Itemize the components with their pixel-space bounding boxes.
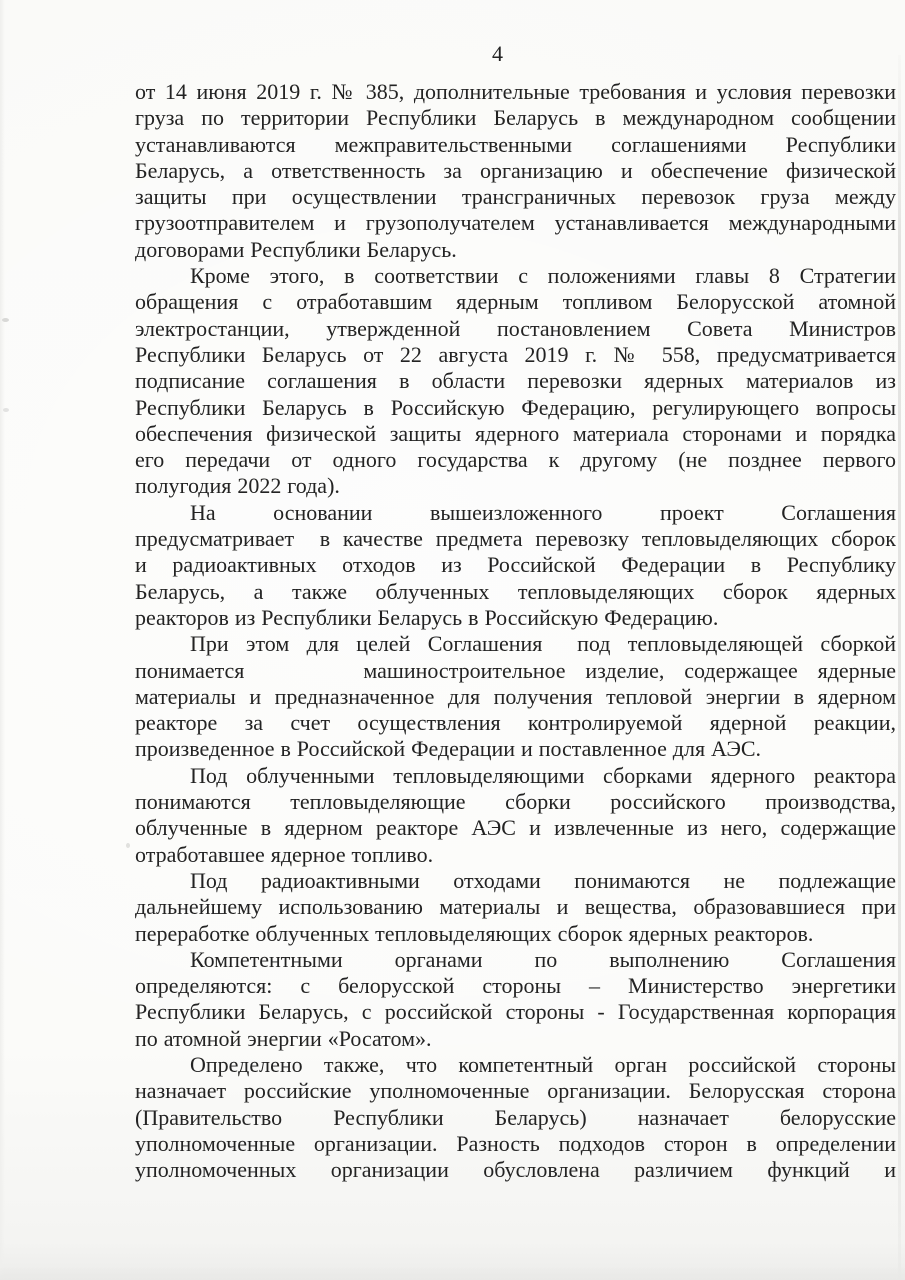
text-line: Республики Беларусь в Российскую Федерацию, регулирующего вопросы [135, 394, 896, 420]
paragraph [135, 631, 896, 762]
text-line: его передачи от одного государства к другому (не позднее первого [135, 447, 896, 473]
text-line: защиты при осуществлении трансграничных перевозок груза между [135, 184, 896, 210]
document-body [135, 79, 896, 1183]
text-line: Беларусь, а также облученных тепловыделяющих сборок ядерных [135, 578, 896, 604]
text-line: переработке облученных тепловыделяющих сборок ядерных реакторов. [135, 920, 814, 946]
text-line: от 14 июня 2019 г. № 385, дополнительные требования и условия перевозки [135, 79, 896, 104]
text-line: произведенное в Российской Федерации и поставленное для АЭС. [135, 736, 762, 762]
text-line: грузоотправителем и грузополучателем устанавливается международными [135, 210, 896, 236]
text-line: предусматривает в качестве предмета перевозку тепловыделяющих сборок [135, 526, 896, 552]
paragraph [135, 79, 896, 263]
text-line: облученные в ядерном реакторе АЭС и извлеченные из него, содержащие [135, 815, 896, 841]
paragraph [135, 947, 896, 1052]
text-line: определяются: с белорусской стороны – Министерство энергетики [135, 973, 896, 999]
text-line: (Правительство Республики Беларусь) назначает белорусские [135, 1104, 896, 1130]
paragraph [135, 500, 896, 631]
text-line: Беларусь, а ответственность за организацию и обеспечение физической [135, 157, 896, 183]
text-line: уполномоченных организации обусловлена различием функций и [135, 1157, 896, 1183]
text-line: обеспечения физической защиты ядерного материала сторонами и порядка [135, 420, 896, 446]
text-line: назначает российские уполномоченные организации. Белорусская сторона [135, 1078, 896, 1104]
paragraph [135, 263, 896, 500]
text-line: Республики Беларусь от 22 августа 2019 г. № 558, предусматривается [135, 341, 896, 367]
text-line: Под облученными тепловыделяющими сборками ядерного реактора [190, 762, 896, 788]
text-line: При этом для целей Соглашения под тепловыделяющей сборкой [190, 631, 896, 657]
text-line: На основании вышеизложенного проект Соглашения [190, 499, 896, 525]
scan-speck [3, 408, 9, 412]
text-line: подписание соглашения в области перевозки ядерных материалов из [135, 368, 896, 394]
text-line: устанавливаются межправительственными соглашениями Республики [135, 131, 896, 157]
text-line: понимаются тепловыделяющие сборки российского производства, [135, 789, 896, 815]
text-line: Кроме этого, в соответствии с положениями главы 8 Стратегии [190, 263, 896, 289]
text-line: Определено также, что компетентный орган российской стороны [190, 1051, 896, 1077]
paragraph [135, 1052, 896, 1183]
text-line: по атомной энергии «Росатом». [135, 1025, 432, 1051]
text-line: понимается машиностроительное изделие, содержащее ядерные [135, 657, 896, 683]
text-line: Компетентными органами по выполнению Соглашения [190, 946, 896, 972]
text-line: дальнейшему использованию материалы и вещества, образовавшиеся при [135, 894, 896, 920]
text-line: электростанции, утвержденной постановлением Совета Министров [135, 315, 896, 341]
text-line: договорами Республики Беларусь. [135, 236, 457, 262]
paragraph [135, 763, 896, 868]
scan-edge-right [898, 55, 901, 1280]
text-line: обращения с отработавшим ядерным топливом Белорусской атомной [135, 289, 896, 315]
text-line: отработавшее ядерное топливо. [135, 841, 434, 867]
text-line: полугодия 2022 года). [135, 473, 340, 499]
text-line: реакторе за счет осуществления контролируемой ядерной реакции, [135, 710, 896, 736]
text-line: груза по территории Республики Беларусь в международном сообщении [135, 105, 896, 131]
scan-speck [2, 318, 9, 322]
page-number: 4 [492, 41, 504, 66]
scan-edge-bottom [0, 1268, 905, 1280]
text-line: и радиоактивных отходов из Российской Федерации в Республику [135, 552, 896, 578]
text-line: уполномоченные организации. Разность подходов сторон в определении [135, 1130, 896, 1156]
text-line: Республики Беларусь, с российской стороны - Государственная корпорация [135, 999, 896, 1025]
paragraph [135, 868, 896, 947]
text-line: Под радиоактивными отходами понимаются не подлежащие [190, 867, 896, 893]
text-line: реакторов из Республики Беларусь в Российскую Федерацию. [135, 604, 719, 630]
scan-edge-left [0, 0, 5, 1280]
text-line: материалы и предназначенное для получения тепловой энергии в ядерном [135, 683, 896, 709]
scan-speck [126, 843, 130, 848]
